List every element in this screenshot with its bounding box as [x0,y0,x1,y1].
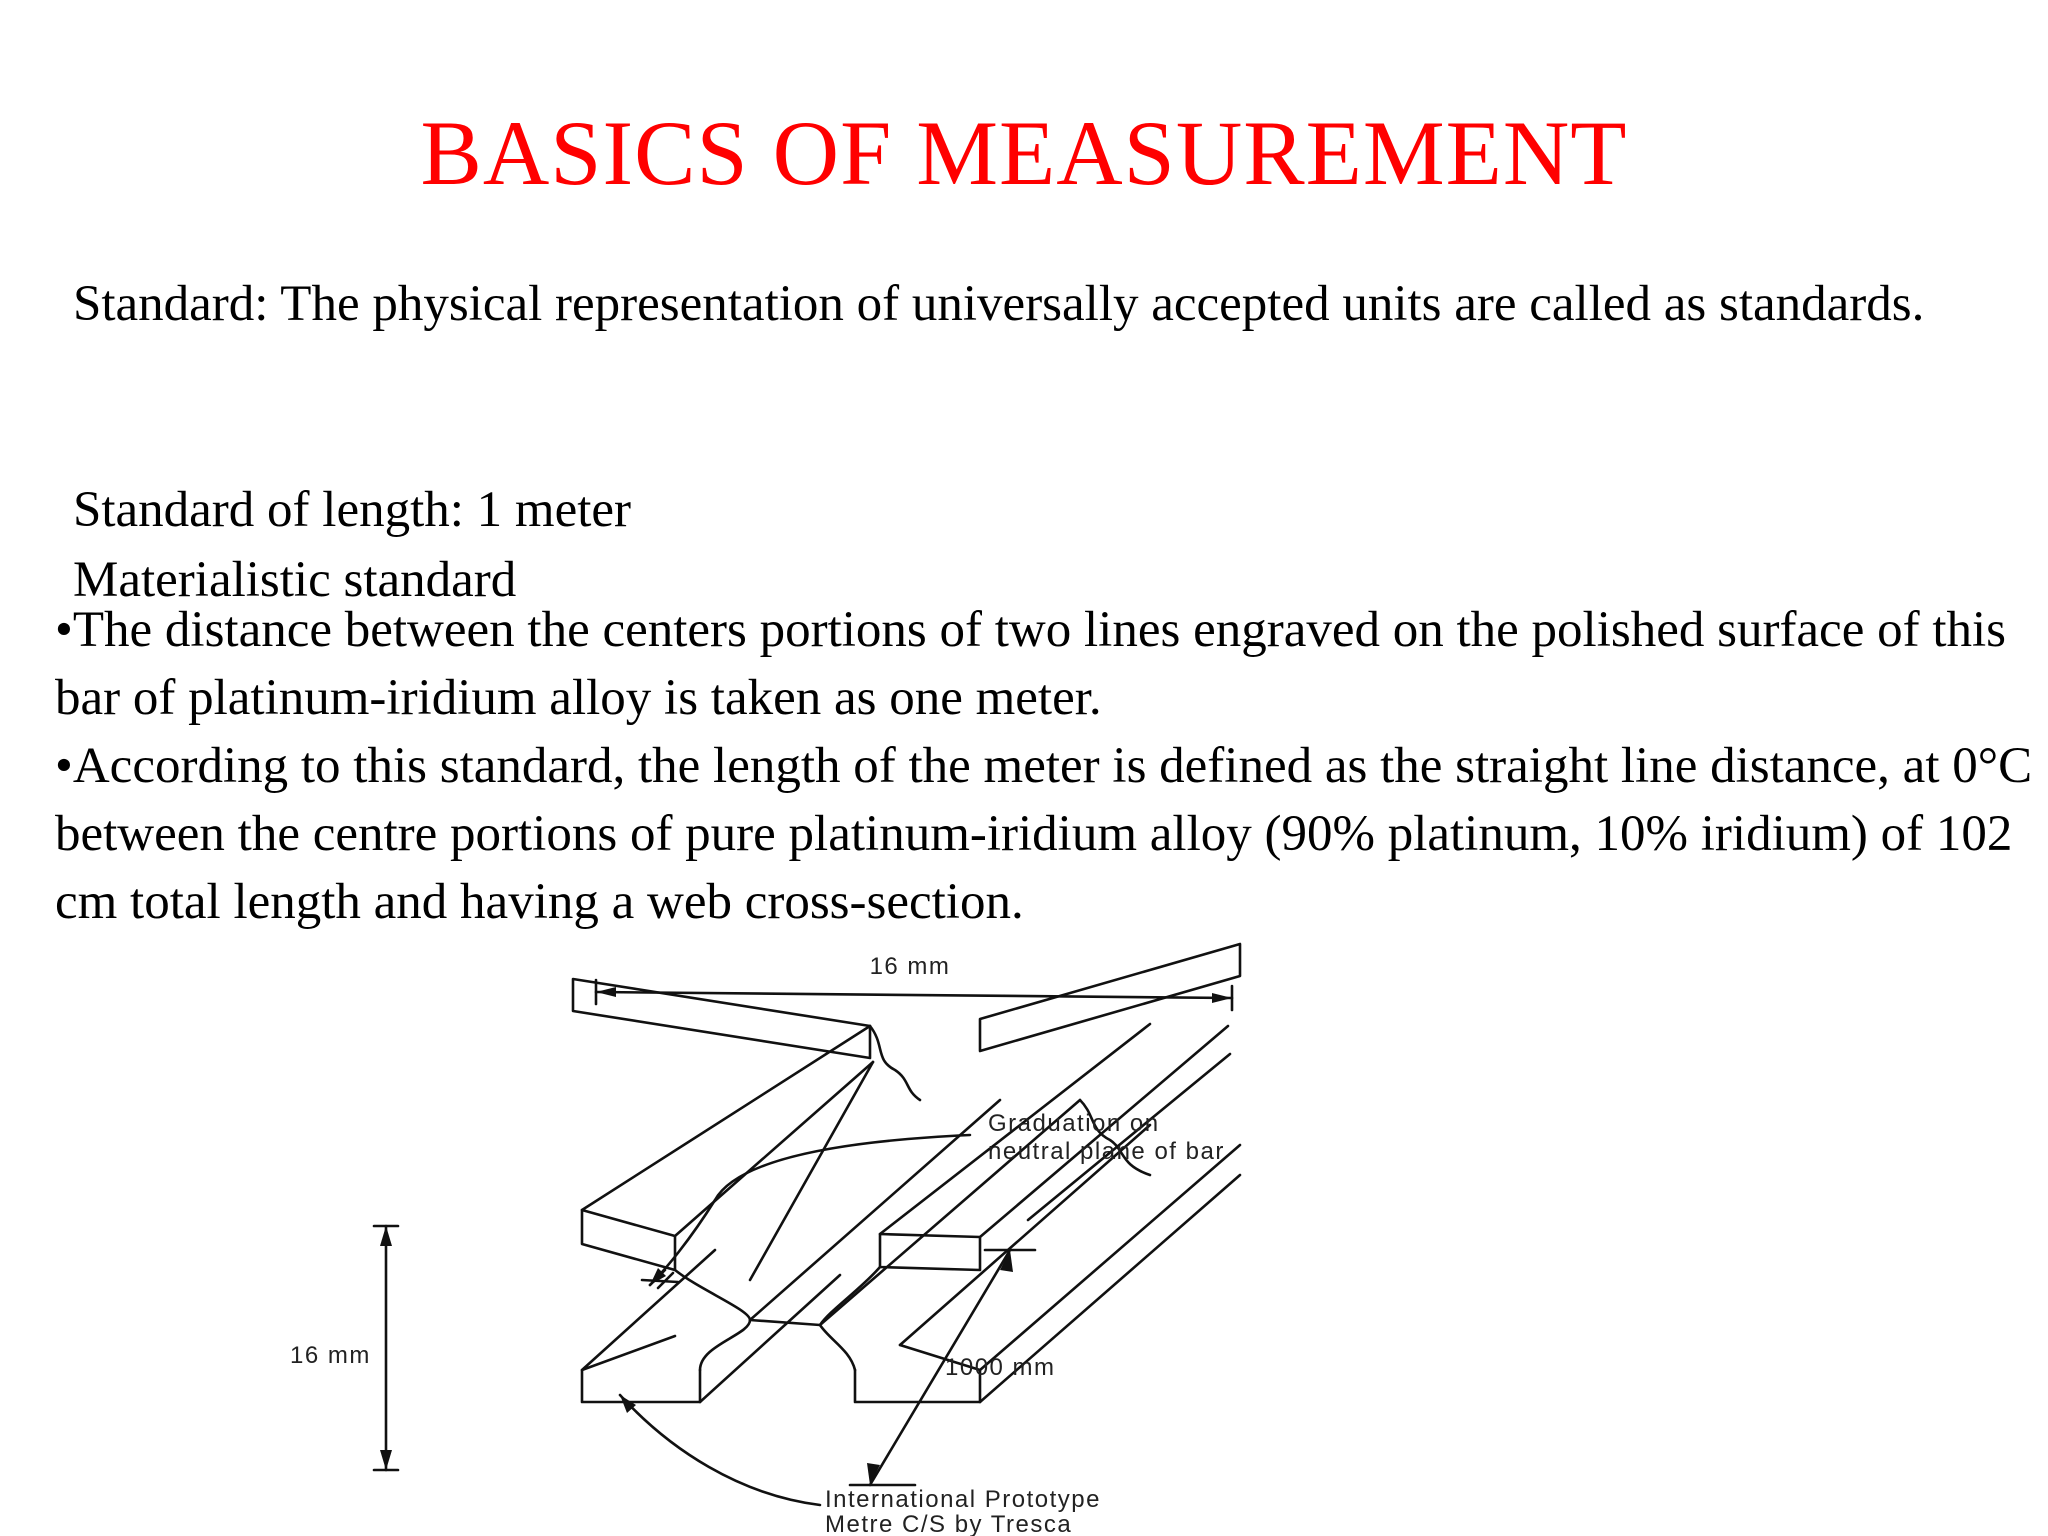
length-dimension-label: 1000 mm [945,1354,1056,1381]
caption-callout [620,1395,1101,1536]
bullet-item: •The distance between the centers portions of two lines engraved on the polished surface of this bar of platinum-iridium alloy is taken as one meter. [55,602,2006,726]
slide-title: BASICS OF MEASUREMENT [420,102,1628,204]
length-dimension [850,1250,1056,1485]
caption-line1: International Prototype [825,1486,1101,1513]
width-dimension-label: 16 mm [869,953,951,980]
graduation-label-line2: neutral plane of bar [988,1138,1225,1165]
standard-definition: Standard: The physical representation of universally accepted units are called as standards. [73,276,1925,332]
length-standard-text: Standard of length: 1 meter [73,482,632,538]
caption-line2: Metre C/S by Tresca [825,1511,1073,1536]
bar-drawing [573,944,1240,1402]
bullet-list [55,596,2035,936]
height-dimension-label: 16 mm [290,1342,371,1369]
prototype-metre-diagram [290,950,1680,1536]
bullet-item: •According to this standard, the length of the meter is defined as the straight line distance, at 0°C between the centre portions of pure platinum-iridium alloy (90% platinum, 10% iridium) of 102 cm total length and having a web cross-section. [55,738,2033,930]
materialistic-standard-text: Materialistic standard [73,552,517,608]
graduation-label-line1: Graduation on [988,1110,1160,1137]
height-dimension [290,1226,398,1470]
